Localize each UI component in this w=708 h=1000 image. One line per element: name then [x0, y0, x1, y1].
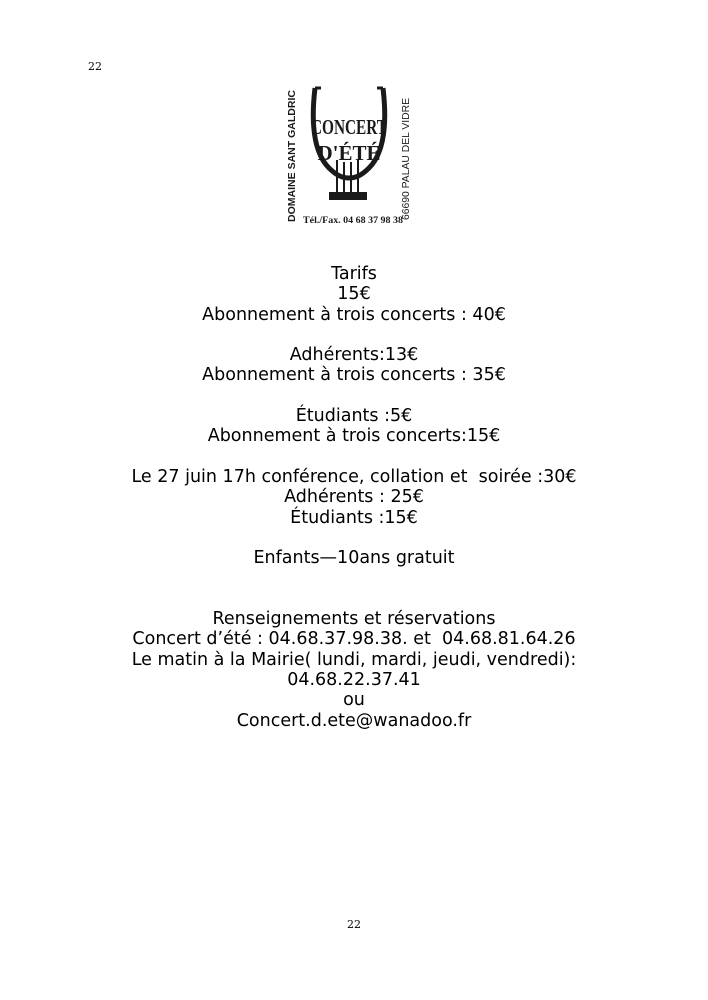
- page-number-top: 22: [88, 60, 102, 73]
- adherents-price: Adhérents:13€: [289, 345, 419, 366]
- info-title: Renseignements et réservations: [212, 609, 496, 630]
- logo-phone: Tél./Fax. 04 68 37 98 38: [303, 215, 404, 225]
- logo-title-line1: CONCERT: [311, 115, 387, 139]
- info-mairie: Le matin à la Mairie( lundi, mardi, jeudi, vendredi):: [131, 649, 577, 670]
- tariff-content: [0, 264, 708, 731]
- page-number-bottom: 22: [347, 918, 361, 931]
- info-or: ou: [343, 690, 365, 711]
- logo-left-text: DOMAINE SANT GALDRIC: [287, 96, 298, 222]
- children-free: Enfants—10ans gratuit: [253, 548, 455, 569]
- concert-dete-logo: [281, 82, 416, 227]
- info-phones: Concert d’été : 04.68.37.98.38. et 04.68.81.64.26: [132, 629, 576, 650]
- tarifs-title: Tarifs: [331, 264, 377, 284]
- logo-right-text: 66690 PALAU DEL VIDRE: [401, 102, 412, 220]
- etudiants-price: Étudiants :5€: [295, 406, 413, 427]
- tarifs-price: 15€: [337, 284, 371, 305]
- adherents-subscription: Abonnement à trois concerts : 35€: [202, 365, 506, 386]
- special-event-etudiants: Étudiants :15€: [290, 507, 418, 528]
- logo-title-line2: D'ÉTÉ: [317, 141, 381, 165]
- info-mairie-phone: 04.68.22.37.41: [287, 669, 421, 690]
- special-event-line: Le 27 juin 17h conférence, collation et soirée :30€: [131, 466, 577, 487]
- special-event-adherents: Adhérents : 25€: [284, 487, 424, 508]
- tarifs-subscription: Abonnement à trois concerts : 40€: [202, 304, 506, 325]
- info-email[interactable]: Concert.d.ete@wanadoo.fr: [236, 710, 472, 731]
- etudiants-subscription: Abonnement à trois concerts:15€: [207, 426, 501, 447]
